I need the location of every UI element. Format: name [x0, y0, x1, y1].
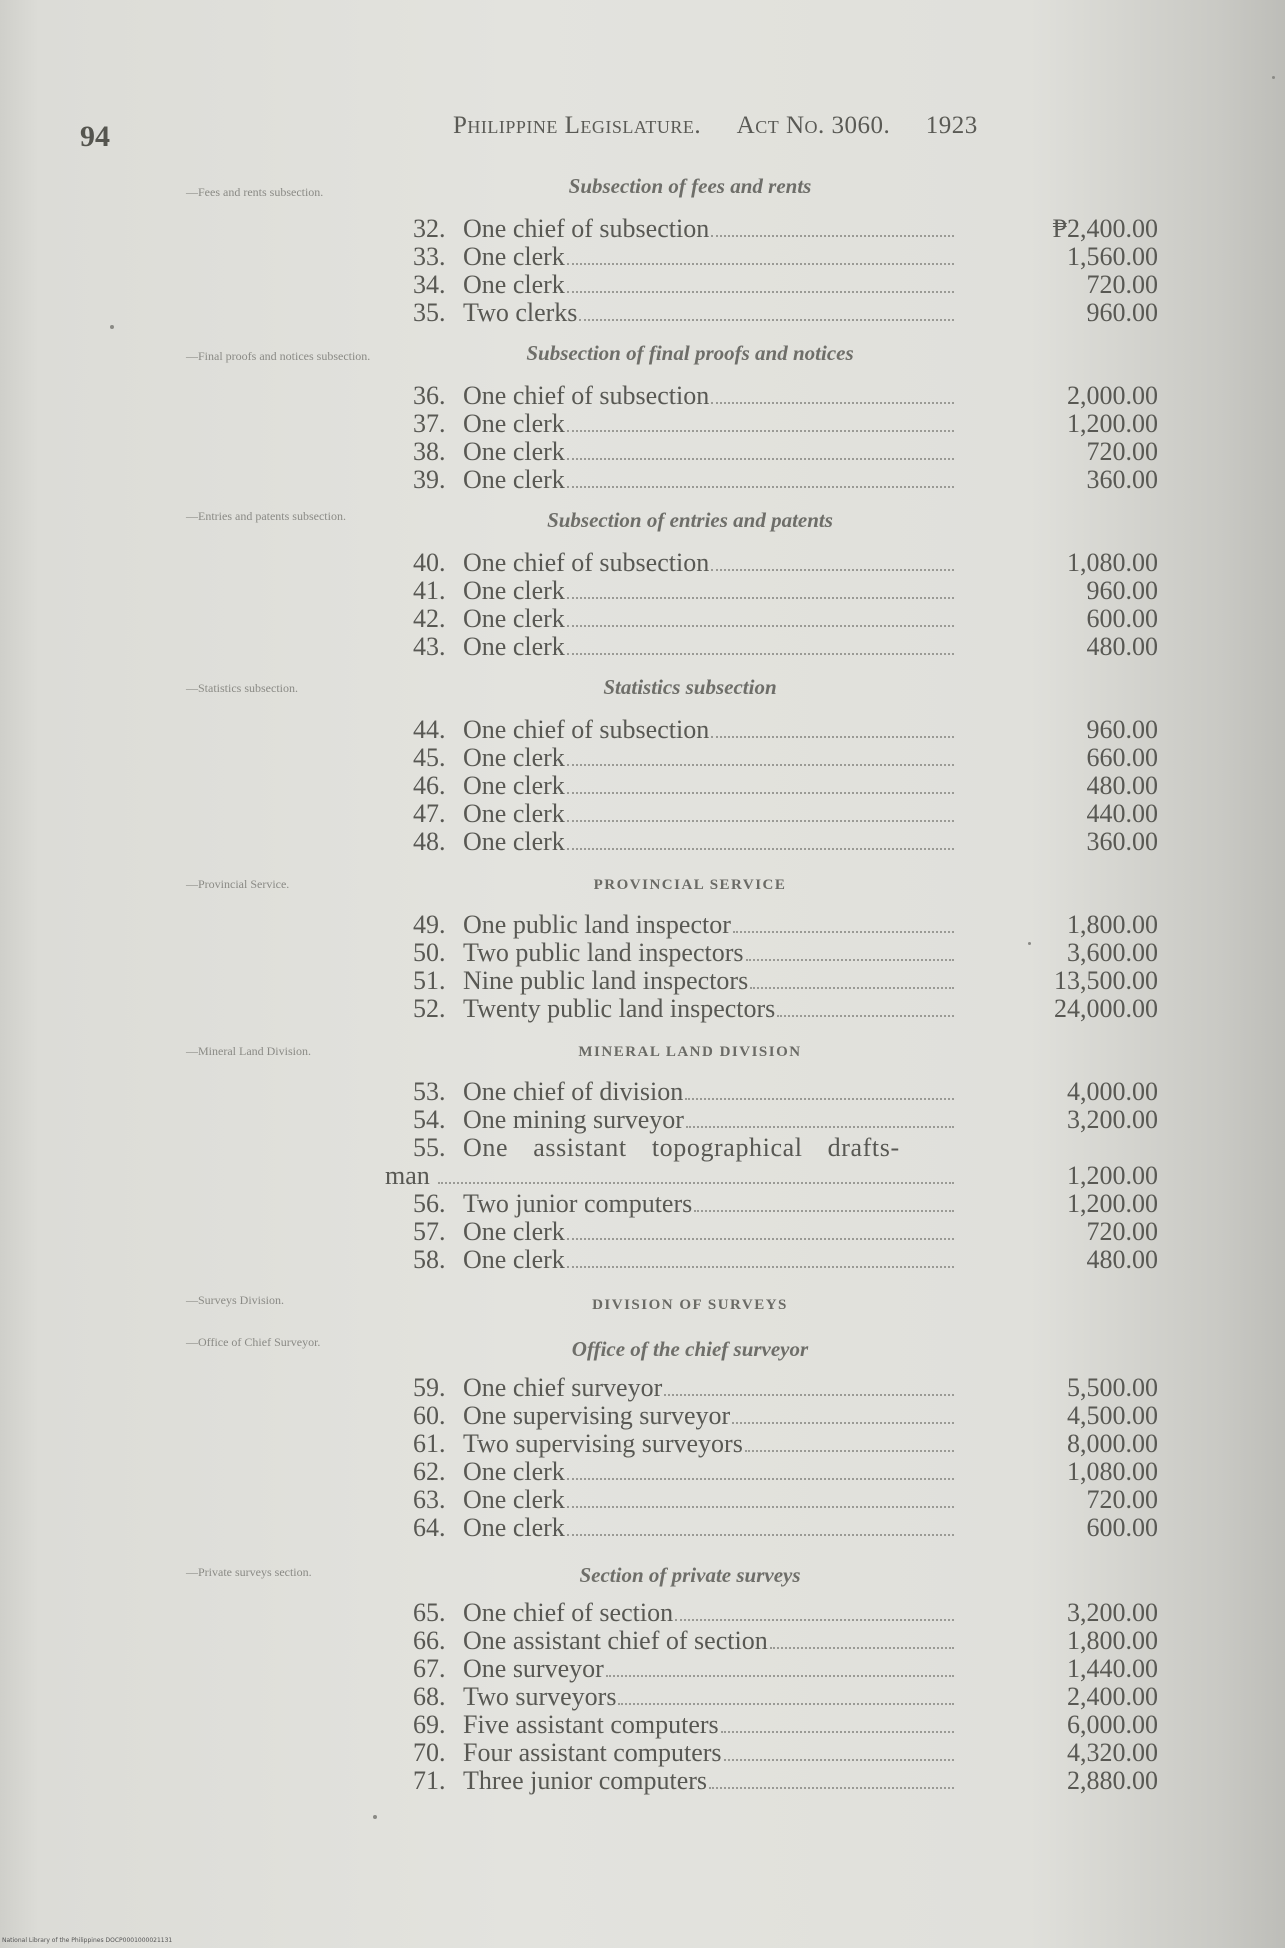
item-number: 38. — [413, 437, 446, 466]
heading-entries-patents: Subsection of entries and patents — [547, 508, 833, 532]
item-row — [413, 271, 1158, 299]
running-head — [453, 112, 1093, 140]
item-text: One chief of subsection — [463, 715, 710, 744]
heading-final-proofs: Subsection of final proofs and notices — [526, 341, 854, 365]
margin-note-chief-surveyor: —Office of Chief Surveyor. — [186, 1335, 321, 1349]
leader-dots — [567, 1478, 954, 1480]
item-row — [413, 1683, 1158, 1711]
item-text: man — [385, 1161, 430, 1190]
leader-dots — [664, 1394, 954, 1396]
leader-dots — [567, 486, 954, 488]
item-row — [413, 828, 1158, 856]
item-row — [413, 1246, 1158, 1274]
item-row — [413, 772, 1158, 800]
item-number: 41. — [413, 576, 446, 605]
item-text: One clerk — [463, 465, 565, 494]
leader-dots — [770, 1647, 954, 1649]
item-text: One clerk — [463, 604, 565, 633]
item-row — [413, 911, 1158, 939]
item-number: 46. — [413, 771, 446, 800]
item-amount: 24,000.00 — [1054, 994, 1158, 1023]
leader-dots — [567, 291, 954, 293]
item-number: 36. — [413, 381, 446, 410]
item-amount: 480.00 — [1086, 771, 1158, 800]
item-amount: 1,800.00 — [1067, 910, 1158, 939]
leader-dots — [618, 1703, 954, 1705]
item-amount: 5,500.00 — [1067, 1373, 1158, 1402]
item-text: One clerk — [463, 827, 565, 856]
item-text: One chief of subsection — [463, 381, 710, 410]
margin-note-final-proofs: —Final proofs and notices subsection. — [186, 349, 371, 363]
item-text: Four assistant computers — [463, 1738, 722, 1767]
item-row — [413, 1767, 1158, 1795]
item-text: Two junior computers — [463, 1189, 693, 1218]
item-amount: 960.00 — [1086, 576, 1158, 605]
item-row — [413, 716, 1158, 744]
item-text: One clerk — [463, 1217, 565, 1246]
margin-note-fees-rents: —Fees and rents subsection. — [186, 185, 324, 199]
item-row — [413, 1599, 1158, 1627]
scan-speck — [373, 1815, 377, 1819]
item-number: 60. — [413, 1401, 446, 1430]
heading-provincial-service: PROVINCIAL SERVICE — [593, 877, 787, 893]
leader-dots — [746, 959, 954, 961]
scan-speck — [1272, 76, 1275, 79]
item-number: 35. — [413, 298, 446, 327]
leader-dots — [732, 1422, 954, 1424]
item-amount: 2,400.00 — [1067, 1682, 1158, 1711]
item-row — [413, 1106, 1158, 1134]
item-number: 43. — [413, 632, 446, 661]
item-amount: 1,440.00 — [1067, 1654, 1158, 1683]
item-row — [413, 466, 1158, 494]
item-number: 50. — [413, 938, 446, 967]
item-text: One chief of division — [463, 1077, 684, 1106]
item-row — [413, 1739, 1158, 1767]
item-text: One assistant chief of section — [463, 1626, 768, 1655]
item-row — [413, 605, 1158, 633]
item-amount: 720.00 — [1086, 1485, 1158, 1514]
item-amount: 4,000.00 — [1067, 1077, 1158, 1106]
item-text: One clerk — [463, 576, 565, 605]
item-number: 65. — [413, 1598, 446, 1627]
item-number: 70. — [413, 1738, 446, 1767]
item-text: One chief surveyor — [463, 1373, 663, 1402]
item-number: 57. — [413, 1217, 446, 1246]
item-number: 48. — [413, 827, 446, 856]
heading-division-of-surveys: DIVISION OF SURVEYS — [592, 1297, 788, 1313]
item-row — [413, 744, 1158, 772]
leader-dots — [745, 1450, 954, 1452]
item-text: One clerk — [463, 1457, 565, 1486]
leader-dots — [711, 569, 954, 571]
item-row — [413, 1402, 1158, 1430]
heading-private-surveys: Section of private surveys — [579, 1563, 801, 1587]
item-amount: 1,080.00 — [1067, 1457, 1158, 1486]
running-head-act: Act No. 3060. — [736, 112, 891, 139]
item-amount: 720.00 — [1086, 270, 1158, 299]
item-amount: 360.00 — [1086, 827, 1158, 856]
leader-dots — [711, 235, 954, 237]
leader-dots — [686, 1126, 954, 1128]
item-number: 52. — [413, 994, 446, 1023]
leader-dots — [724, 1759, 954, 1761]
leader-dots — [709, 1787, 954, 1789]
item-row — [413, 243, 1158, 271]
item-amount: 4,320.00 — [1067, 1738, 1158, 1767]
heading-statistics: Statistics subsection — [603, 675, 777, 699]
leader-dots — [567, 653, 954, 655]
item-text: One clerk — [463, 1513, 565, 1542]
item-text: One chief of subsection — [463, 548, 710, 577]
item-number: 40. — [413, 548, 446, 577]
scan-speck — [110, 325, 114, 329]
leader-dots — [567, 263, 954, 265]
leader-dots — [567, 1238, 954, 1240]
item-amount: 6,000.00 — [1067, 1710, 1158, 1739]
heading-fees-rents: Subsection of fees and rents — [568, 174, 812, 198]
item-row — [413, 577, 1158, 605]
item-amount: 3,200.00 — [1067, 1105, 1158, 1134]
item-text: One chief of section — [463, 1598, 674, 1627]
item-number: 42. — [413, 604, 446, 633]
leader-dots — [567, 597, 954, 599]
item-amount: 13,500.00 — [1054, 966, 1158, 995]
item-row — [413, 939, 1158, 967]
item-amount: 440.00 — [1086, 799, 1158, 828]
leader-dots — [721, 1731, 954, 1733]
item-text: Twenty public land inspectors — [463, 994, 776, 1023]
item-row — [413, 1711, 1158, 1739]
item-number: 61. — [413, 1429, 446, 1458]
item-text: One clerk — [463, 771, 565, 800]
margin-note-private-surveys: —Private surveys section. — [186, 1565, 312, 1579]
heading-office-chief-surveyor: Office of the chief surveyor — [571, 1337, 809, 1361]
item-amount: 600.00 — [1086, 1513, 1158, 1542]
item-amount: 3,600.00 — [1067, 938, 1158, 967]
item-text: One chief of subsection — [463, 214, 710, 243]
item-row — [413, 1627, 1158, 1655]
leader-dots — [567, 764, 954, 766]
leader-dots — [567, 792, 954, 794]
item-row — [413, 382, 1158, 410]
item-number: 51. — [413, 966, 446, 995]
leader-dots — [685, 1098, 954, 1100]
item-text: One assistant topographical drafts- — [463, 1133, 900, 1162]
item-number: 37. — [413, 409, 446, 438]
item-text: One clerk — [463, 743, 565, 772]
item-number: 62. — [413, 1457, 446, 1486]
item-text: One clerk — [463, 632, 565, 661]
item-row — [413, 995, 1158, 1023]
item-text: Five assistant computers — [463, 1710, 719, 1739]
item-number: 49. — [413, 910, 446, 939]
leader-dots — [567, 1506, 954, 1508]
item-amount: 1,200.00 — [1067, 1189, 1158, 1218]
item-number: 63. — [413, 1485, 446, 1514]
item-text: Nine public land inspectors — [463, 966, 749, 995]
item-amount: 1,560.00 — [1067, 242, 1158, 271]
margin-note-provincial: —Provincial Service. — [186, 877, 290, 891]
leader-dots — [567, 820, 954, 822]
item-amount: 960.00 — [1086, 298, 1158, 327]
item-text: One clerk — [463, 242, 565, 271]
leader-dots — [694, 1210, 954, 1212]
item-row — [413, 1218, 1158, 1246]
scan-speck — [1028, 942, 1031, 945]
leader-dots — [711, 736, 954, 738]
item-row — [413, 1486, 1158, 1514]
item-amount: 1,200.00 — [1067, 409, 1158, 438]
item-text: One clerk — [463, 1245, 565, 1274]
item-amount: 960.00 — [1086, 715, 1158, 744]
item-amount: 720.00 — [1086, 1217, 1158, 1246]
item-number: 67. — [413, 1654, 446, 1683]
leader-dots — [567, 430, 954, 432]
leader-dots — [777, 1015, 954, 1017]
item-number: 64. — [413, 1513, 446, 1542]
item-number: 54. — [413, 1105, 446, 1134]
item-amount: 1,200.00 — [1067, 1161, 1158, 1190]
leader-dots — [711, 402, 954, 404]
item-amount: 720.00 — [1086, 437, 1158, 466]
item-row — [413, 1458, 1158, 1486]
item-text: Two clerks — [463, 298, 578, 327]
item-amount: 2,000.00 — [1067, 381, 1158, 410]
item-amount: 480.00 — [1086, 632, 1158, 661]
item-text: Three junior computers — [463, 1766, 708, 1795]
item-amount: 1,800.00 — [1067, 1626, 1158, 1655]
leader-dots — [750, 987, 954, 989]
item-text: One clerk — [463, 437, 565, 466]
item-row — [413, 215, 1158, 243]
item-text: One supervising surveyor — [463, 1401, 731, 1430]
leader-dots — [733, 931, 954, 933]
item-number: 59. — [413, 1373, 446, 1402]
item-row — [413, 410, 1158, 438]
item-row — [413, 1190, 1158, 1218]
item-row — [413, 1134, 1158, 1162]
item-row-continuation — [385, 1162, 1158, 1190]
item-text: One clerk — [463, 270, 565, 299]
running-head-legislature: Philippine Legislature. — [453, 112, 702, 139]
item-row — [413, 1655, 1158, 1683]
leader-dots — [567, 1534, 954, 1536]
margin-note-entries-patents: —Entries and patents subsection. — [186, 509, 346, 523]
item-amount: 8,000.00 — [1067, 1429, 1158, 1458]
item-row — [413, 967, 1158, 995]
item-amount: 1,080.00 — [1067, 548, 1158, 577]
item-number: 34. — [413, 270, 446, 299]
item-row — [413, 1430, 1158, 1458]
running-head-year: 1923 — [925, 112, 978, 139]
leader-dots — [675, 1619, 954, 1621]
item-number: 44. — [413, 715, 446, 744]
item-text: One surveyor — [463, 1654, 604, 1683]
scan-footer: National Library of the Philippines DOCP0001000021131 — [2, 1937, 173, 1944]
leader-dots — [567, 458, 954, 460]
leader-dots — [567, 1266, 954, 1268]
leader-dots — [567, 848, 954, 850]
item-number: 55. — [413, 1133, 446, 1162]
item-amount: 480.00 — [1086, 1245, 1158, 1274]
item-text: One public land inspector — [463, 910, 731, 939]
item-number: 58. — [413, 1245, 446, 1274]
leader-dots — [567, 625, 954, 627]
item-row — [413, 549, 1158, 577]
item-row — [413, 1374, 1158, 1402]
leader-dots — [438, 1182, 954, 1184]
item-number: 68. — [413, 1682, 446, 1711]
item-number: 56. — [413, 1189, 446, 1218]
item-number: 47. — [413, 799, 446, 828]
item-row — [413, 438, 1158, 466]
item-number: 69. — [413, 1710, 446, 1739]
heading-mineral-land-division: MINERAL LAND DIVISION — [578, 1044, 802, 1060]
margin-note-surveys-division: —Surveys Division. — [186, 1293, 285, 1307]
item-amount: 3,200.00 — [1067, 1598, 1158, 1627]
leader-dots — [579, 319, 954, 321]
item-text: One mining surveyor — [463, 1105, 684, 1134]
item-number: 32. — [413, 214, 446, 243]
item-text: Two public land inspectors — [463, 938, 744, 967]
item-amount: 2,880.00 — [1067, 1766, 1158, 1795]
item-number: 33. — [413, 242, 446, 271]
item-amount: 4,500.00 — [1067, 1401, 1158, 1430]
item-amount: 360.00 — [1086, 465, 1158, 494]
item-row — [413, 1078, 1158, 1106]
item-text: Two supervising surveyors — [463, 1429, 743, 1458]
item-number: 71. — [413, 1766, 446, 1795]
item-text: One clerk — [463, 799, 565, 828]
item-text: One clerk — [463, 409, 565, 438]
item-row — [413, 800, 1158, 828]
item-number: 39. — [413, 465, 446, 494]
item-text: One clerk — [463, 1485, 565, 1514]
leader-dots — [606, 1675, 954, 1677]
item-number: 66. — [413, 1626, 446, 1655]
item-row — [413, 633, 1158, 661]
item-number: 45. — [413, 743, 446, 772]
page-number: 94 — [80, 120, 110, 153]
item-row — [413, 1514, 1158, 1542]
item-amount: ₱2,400.00 — [1052, 214, 1158, 243]
item-amount: 600.00 — [1086, 604, 1158, 633]
margin-note-mineral-land: —Mineral Land Division. — [186, 1044, 311, 1058]
item-number: 53. — [413, 1077, 446, 1106]
margin-note-statistics: —Statistics subsection. — [186, 681, 298, 695]
item-text: Two surveyors — [463, 1682, 617, 1711]
item-row — [413, 299, 1158, 327]
item-amount: 660.00 — [1086, 743, 1158, 772]
